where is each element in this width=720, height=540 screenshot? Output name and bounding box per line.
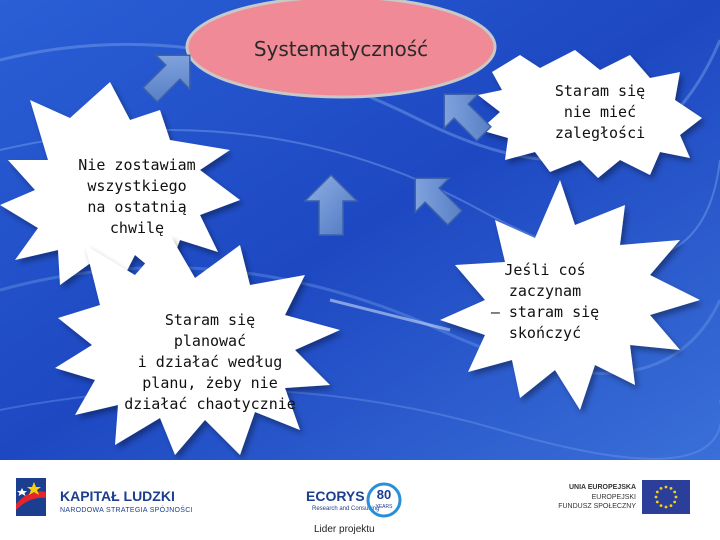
ue-title: UNIA EUROPEJSKA <box>568 484 636 491</box>
center-title: Systematyczność <box>253 37 429 61</box>
ue-line1: EUROPEJSKI <box>591 494 636 501</box>
eu-star-icon <box>665 506 668 509</box>
ecorys-years-number: 80 <box>376 487 392 502</box>
ecorys-name: ECORYS <box>306 488 365 504</box>
eu-star-icon <box>660 487 663 490</box>
bubble-right-text: Jeśli coś zaczynam – staram się skończyć <box>490 261 600 342</box>
eu-flag-icon <box>642 480 690 514</box>
eu-star-icon <box>665 486 668 489</box>
eu-star-icon <box>660 504 663 507</box>
bubble-left-text: Nie zostawiam wszystkiego na ostatnią chwilę <box>78 156 196 237</box>
eu-star-icon <box>656 491 659 494</box>
lider-projektu-text: Lider projektu <box>314 524 375 535</box>
eu-star-icon <box>675 496 678 499</box>
eu-star-icon <box>670 487 673 490</box>
kapital-ludzki-logo-icon <box>12 474 52 520</box>
ecorys-tagline: Research and Consulting <box>312 506 380 512</box>
eu-star-icon <box>655 496 658 499</box>
ue-line2: FUNDUSZ SPOŁECZNY <box>558 503 636 510</box>
eu-star-icon <box>673 491 676 494</box>
eu-star-icon <box>670 504 673 507</box>
bubble-top-right-text: Staram się nie mieć zaległości <box>554 82 646 142</box>
footer-logos <box>0 460 720 540</box>
kapital-ludzki-title: KAPITAŁ LUDZKI <box>60 488 175 504</box>
kapital-ludzki-subtitle: NARODOWA STRATEGIA SPÓJNOŚCI <box>60 507 193 514</box>
ecorys-years-word: YEARS <box>375 504 393 510</box>
eu-star-icon <box>656 501 659 504</box>
eu-star-icon <box>673 501 676 504</box>
bubble-bottom-left-text: Staram się planować i działać według planu, żeby nie działać chaotycznie <box>124 311 296 413</box>
